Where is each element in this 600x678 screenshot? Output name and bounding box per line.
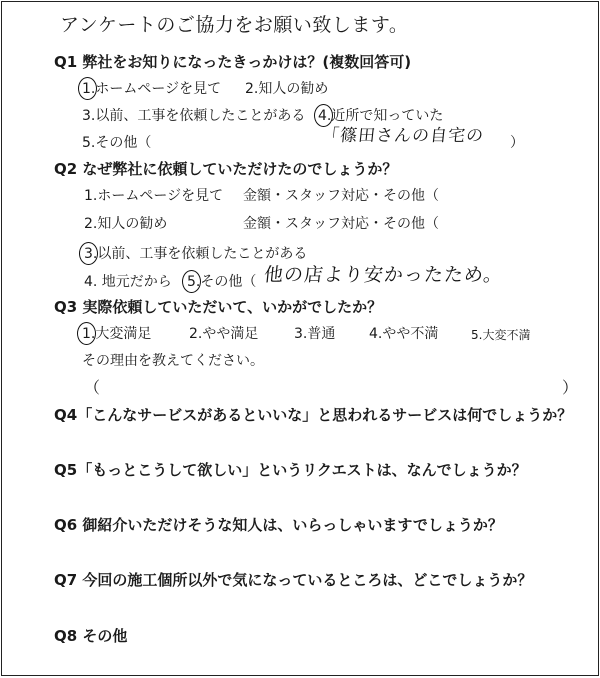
- q4-question: Q4「こんなサービスがあるといいな」と思われるサービスは何でしょうか？: [54, 406, 573, 424]
- survey-title: アンケートのご協力をお願い致します。: [60, 14, 409, 36]
- q2-row-3-label[interactable]: 3.以前、工事を依頼したことがある: [84, 246, 308, 262]
- q3-reason-prompt: その理由を教えてください。: [82, 353, 264, 369]
- q3-option-3[interactable]: 3.普通: [294, 326, 336, 342]
- q2-row-1-label[interactable]: 1.ホームページを見て: [84, 188, 224, 204]
- q1-option-4[interactable]: 4.近所で知っていた: [318, 108, 444, 124]
- q2-row-2-label[interactable]: 2.知人の勧め: [84, 216, 168, 232]
- q3-option-1[interactable]: 1.大変満足: [82, 326, 152, 342]
- q3-reason-open-paren: （: [84, 378, 101, 397]
- q5-question: Q5「もっとこうして欲しい」というリクエストは、なんでしょうか？: [54, 461, 527, 479]
- q1-option-5-close-paren: ）: [510, 135, 524, 151]
- q3-question: Q3 実際依頼していただいて、いかがでしたか？: [54, 298, 383, 316]
- q3-option-2[interactable]: 2.やや満足: [189, 326, 259, 342]
- q2-row-1-choices[interactable]: 金額・スタッフ対応・その他（: [243, 188, 439, 204]
- q3-reason-close-paren: ）: [562, 378, 579, 397]
- q1-option-1-circle-mark: [78, 77, 97, 100]
- q2-row-4-other[interactable]: 5.その他（: [187, 274, 257, 290]
- q8-question: Q8 その他: [54, 627, 128, 645]
- q1-option-1[interactable]: 1.ホームページを見て: [82, 81, 222, 97]
- q7-question: Q7 今回の施工個所以外で気になっているところは、どこでしょうか？: [54, 571, 533, 589]
- q1-option-2[interactable]: 2.知人の勧め: [245, 81, 329, 97]
- q3-option-1-circle-mark: [77, 322, 96, 345]
- survey-sheet: [1, 1, 599, 676]
- q1-question: Q1 弊社をお知りになったきっかけは？(複数回答可): [54, 53, 412, 71]
- q6-question: Q6 御紹介いただけそうな知人は、いらっしゃいますでしょうか？: [54, 516, 503, 534]
- q2-row-2-choices[interactable]: 金額・スタッフ対応・その他（: [243, 216, 439, 232]
- q2-question: Q2 なぜ弊社に依頼していただけたのでしょうか？: [54, 160, 398, 178]
- q1-option-3[interactable]: 3.以前、工事を依頼したことがある: [82, 108, 306, 124]
- q1-option-5[interactable]: 5.その他（: [82, 135, 152, 151]
- q3-option-5[interactable]: 5.大変不満: [471, 328, 531, 342]
- q2-row-4-other-circle-mark: [182, 270, 201, 293]
- q2-row-3-circle-mark: [79, 242, 98, 265]
- q3-option-4[interactable]: 4.やや不満: [369, 326, 439, 342]
- q1-option-4-circle-mark: [314, 104, 333, 127]
- q2-row-4-label[interactable]: 4. 地元だから: [84, 274, 172, 290]
- q2-handwritten-answer: 他の店より安かったため。: [262, 264, 505, 286]
- q1-handwritten-answer: 「篠田さんの自宅の: [321, 126, 486, 146]
